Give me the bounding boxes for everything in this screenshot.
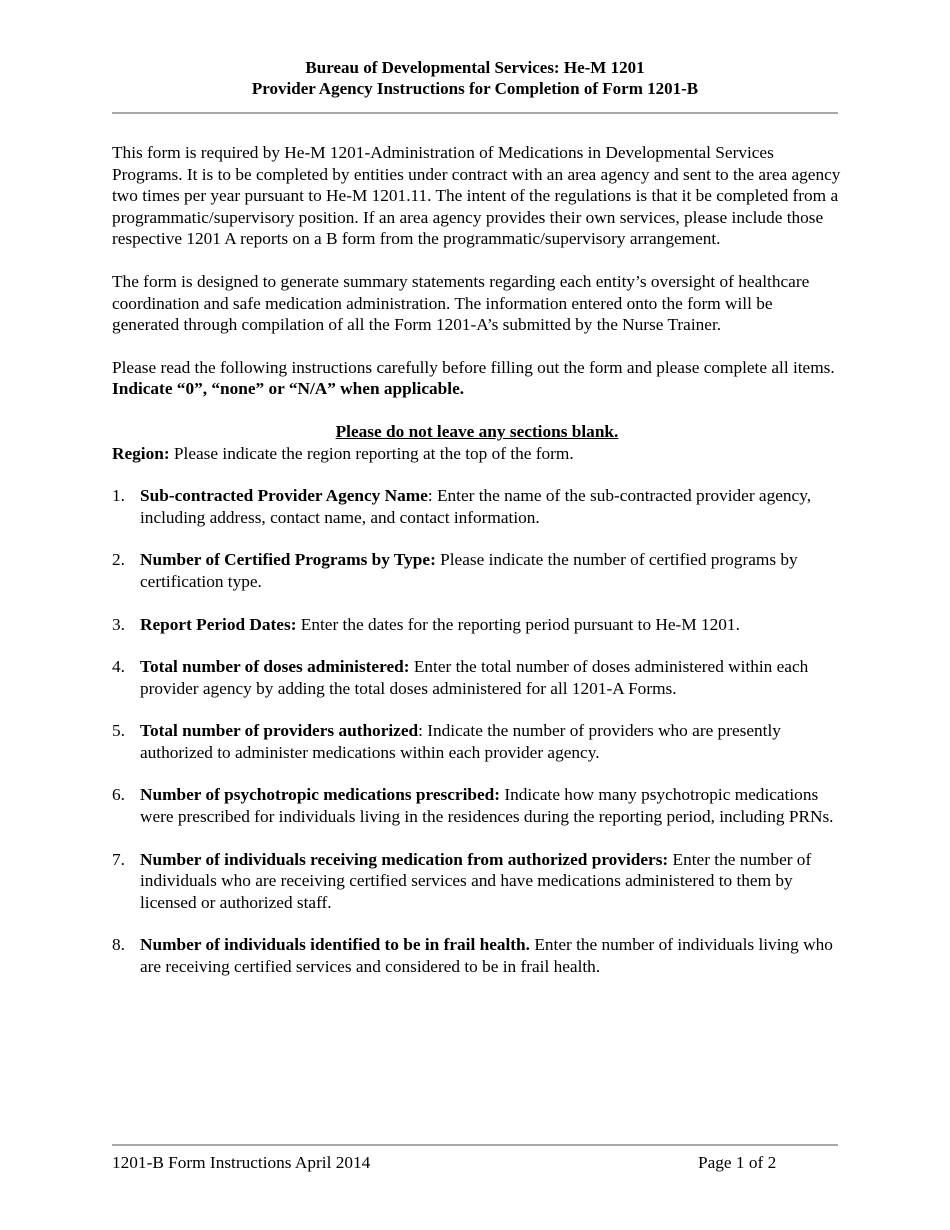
list-item bbox=[112, 720, 842, 763]
header-subtitle: Provider Agency Instructions for Completion of Form 1201-B bbox=[251, 79, 699, 98]
page-number: Page 1 of 2 bbox=[698, 1153, 777, 1172]
region-label: Region: bbox=[112, 443, 170, 463]
header-title: Bureau of Developmental Services: He-M 1201 bbox=[305, 58, 645, 77]
list-item bbox=[112, 614, 842, 636]
blank-sections-notice: Please do not leave any sections blank. bbox=[335, 421, 619, 441]
list-item-text: Enter the total number of doses administered within each provider agency by adding the total doses administered for all 1201-A Forms. bbox=[140, 657, 809, 698]
instruction-list bbox=[112, 485, 842, 978]
list-item bbox=[112, 784, 842, 827]
list-item-number: 5. bbox=[112, 721, 125, 741]
intro-paragraph-3 bbox=[112, 357, 842, 400]
header-divider bbox=[112, 112, 838, 114]
list-item-text: : Indicate the number of providers who are presently authorized to administer medications within each provider agency. bbox=[140, 721, 781, 762]
intro-paragraph-3-text: Please read the following instructions carefully before filling out the form and please complete all items. bbox=[112, 357, 835, 377]
list-item bbox=[112, 849, 842, 914]
list-item bbox=[112, 934, 842, 977]
list-item-text: : Enter the name of the sub-contracted provider agency, including address, contact name, and contact information. bbox=[140, 486, 812, 527]
list-item-text: Enter the number of individuals living who are receiving certified services and considered to be in frail health. bbox=[140, 935, 833, 977]
list-item-number: 1. bbox=[112, 486, 125, 506]
list-item-number: 8. bbox=[112, 935, 125, 955]
list-item-text: Enter the dates for the reporting period pursuant to He-M 1201. bbox=[296, 614, 740, 634]
list-item-title: Number of individuals receiving medication from authorized providers: bbox=[140, 849, 669, 869]
intro-paragraph-3-emphasis: Indicate “0”, “none” or “N/A” when applicable. bbox=[112, 379, 465, 399]
list-item-number: 3. bbox=[112, 614, 125, 634]
list-item-number: 4. bbox=[112, 657, 125, 677]
list-item-number: 7. bbox=[112, 849, 125, 869]
list-item-title: Sub-contracted Provider Agency Name bbox=[140, 486, 428, 506]
list-item-text: Enter the number of individuals who are receiving certified services and have medications administered to them by licensed or authorized staff. bbox=[140, 849, 812, 912]
footer-form-title: 1201-B Form Instructions April 2014 bbox=[112, 1153, 371, 1172]
list-item-title: Total number of doses administered: bbox=[140, 657, 410, 677]
list-item bbox=[112, 549, 842, 592]
list-item-title: Number of Certified Programs by Type: bbox=[140, 550, 436, 570]
intro-paragraph-1: This form is required by He-M 1201-Administration of Medications in Developmental Services Programs. It is to be completed by entities under contract with an area agency and sent to the area agency two times per year pursuant to He-M 1201.11. The intent of the regulations is that it be completed from a programmatic/supervisory position. If an area agency provides their own services, please include those respective 1201 A reports on a B form from the programmatic/supervisory arrangement. bbox=[112, 143, 841, 249]
list-item-number: 6. bbox=[112, 785, 125, 805]
list-item-number: 2. bbox=[112, 550, 125, 570]
list-item-title: Number of individuals identified to be in frail health. bbox=[140, 935, 530, 955]
intro-paragraph-2: The form is designed to generate summary statements regarding each entity’s oversight of healthcare coordination and safe medication administration. The information entered onto the form will be generated through compilation of all the Form 1201-A’s submitted by the Nurse Trainer. bbox=[112, 271, 810, 335]
region-text: Please indicate the region reporting at the top of the form. bbox=[169, 443, 574, 463]
document-header bbox=[112, 57, 838, 99]
footer-divider bbox=[112, 1144, 838, 1146]
list-item bbox=[112, 485, 842, 528]
list-item-title: Number of psychotropic medications prescribed: bbox=[140, 785, 501, 805]
list-item-text: Indicate how many psychotropic medications were prescribed for individuals living in the residences during the reporting period, including PRNs. bbox=[140, 785, 834, 827]
list-item-title: Total number of providers authorized bbox=[140, 721, 419, 741]
list-item bbox=[112, 656, 842, 699]
document-body bbox=[112, 142, 842, 999]
region-instruction bbox=[112, 443, 842, 465]
list-item-title: Report Period Dates: bbox=[140, 614, 297, 634]
list-item-text: Please indicate the number of certified programs by certification type. bbox=[140, 550, 798, 591]
